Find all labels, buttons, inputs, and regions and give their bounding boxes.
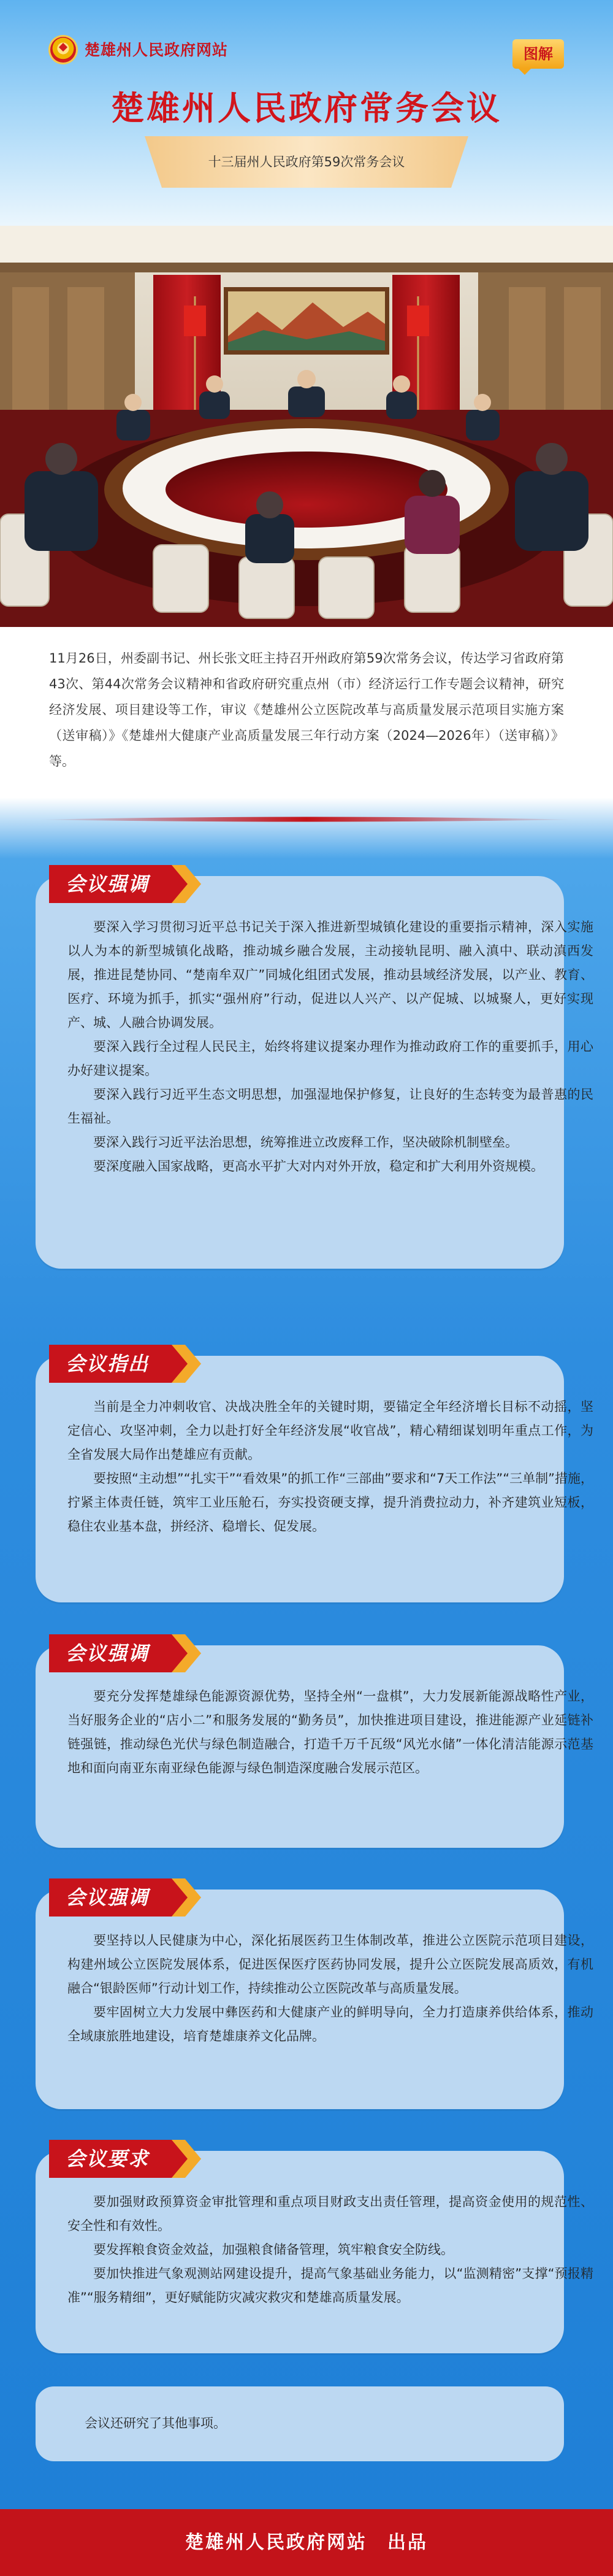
section-badge-label: 会议强调 — [65, 1642, 149, 1665]
section-paragraph: 要坚持以人民健康为中心，深化拓展医药卫生体制改革，推进公立医院示范项目建设，构建州域公立医院发展体系，促进医保医疗医药协同发展，提升公立医院发展高质效，有机融合“银龄医师”行动计划工作，持续推动公立医院改革与高质量发展。 — [67, 1933, 593, 1996]
section-paragraph: 要发挥粮食资金效益，加强粮食储备管理，筑牢粮食安全防线。 — [93, 2242, 454, 2257]
page-title: 楚雄州人民政府常务会议 — [111, 88, 502, 128]
section-badge — [49, 1345, 201, 1383]
section-paragraph: 要充分发挥楚雄绿色能源资源优势，坚持全州“一盘棋”，大力发展新能源战略性产业，当好服务企业的“店小二”和服务发展的“勤务员”，加快推进项目建设，推进能源产业延链补链强链，推动绿色光伏与绿色制造融合，打造千万千瓦级“风光水储”一体化清洁能源示范基地和面向南亚东南亚绿色能源与绿色制造深度融合发展示范区。 — [67, 1689, 593, 1775]
section-badge — [49, 865, 201, 903]
section-badge — [49, 1878, 201, 1917]
section-paragraph: 要加快推进气象观测站网建设提升，提高气象基础业务能力，以“监测精密”支撑“预报精准”“服务精细”，更好赋能防灾减灾救灾和楚雄高质量发展。 — [67, 2266, 593, 2305]
section-content — [67, 1929, 593, 2048]
section-badge-label: 会议要求 — [65, 2147, 149, 2170]
section-badge — [49, 2140, 201, 2178]
site-name[interactable]: 楚雄州人民政府网站 — [85, 41, 229, 59]
section-paragraph: 要深入践行全过程人民民主，始终将建议提案办理作为推动政府工作的重要抓手，用心办好建议提案。 — [67, 1039, 593, 1078]
section-emphasis-1 — [36, 872, 593, 1269]
closing-box — [36, 2386, 564, 2461]
section-content — [67, 2190, 593, 2310]
footer-bar — [0, 2509, 613, 2576]
section-paragraph: 要牢固树立大力发展中彝医药和大健康产业的鲜明导向，全力打造康养供给体系，推动全域康旅胜地建设，培育楚雄康养文化品牌。 — [67, 2005, 593, 2043]
section-content — [67, 1685, 593, 1780]
meeting-photo — [0, 226, 613, 627]
section-paragraph: 当前是全力冲刺收官、决战决胜全年的关键时期，要锚定全年经济增长目标不动摇，坚定信心、攻坚冲刺，全力以赴打好全年经济发展“收官战”，精心精细谋划明年重点工作，为全省发展大局作出楚雄应有贡献。 — [67, 1399, 593, 1462]
section-content — [67, 1395, 593, 1539]
section-emphasis-2 — [36, 1642, 593, 1848]
section-emphasis-3 — [36, 1886, 593, 2109]
section-paragraph: 要深入践行习近平法治思想，统筹推进立改废释工作，坚决破除机制壁垒。 — [93, 1135, 518, 1150]
section-points-out — [36, 1352, 593, 1602]
session-label: 十三届州人民政府第59次常务会议 — [208, 155, 405, 169]
section-paragraph: 要加强财政预算资金审批管理和重点项目财政支出责任管理，提高资金使用的规范性、安全性和有效性。 — [67, 2194, 593, 2233]
section-requirements — [36, 2147, 593, 2353]
section-paragraph: 要深入学习贯彻习近平总书记关于深入推进新型城镇化建设的重要指示精神，深入实施以人为本的新型城镇化战略，推动城乡融合发展，主动接轨昆明、融入滇中、联动滇西发展，推进昆楚协同、“楚南牟双广”同城化组团式发展，推动县域经济发展，以产业、教育、医疗、环境为抓手，抓实“强州府”行动，促进以人兴产、以产促城、以城聚人，更好实现产、城、人融合协调发展。 — [67, 920, 593, 1030]
intro-paragraph: 11月26日，州委副书记、州长张文旺主持召开州政府第59次常务会议，传达学习省政府第43次、第44次常务会议精神和省政府研究重点州（市）经济运行工作专题会议精神，研究经济发展、项目建设等工作，审议《楚雄州公立医院改革与高质量发展示范项目实施方案（送审稿）》《楚雄州大健康产业高质量发展三年行动方案（2024—2026年）（送审稿）》等。 — [49, 651, 564, 769]
infographic-tag: 图解 — [512, 39, 564, 69]
session-ribbon — [145, 136, 468, 191]
section-badge-label: 会议强调 — [65, 872, 149, 896]
section-badge-label: 会议指出 — [65, 1352, 149, 1375]
footer-credit: 楚雄州人民政府网站 出品 — [185, 2532, 428, 2553]
section-badge-label: 会议强调 — [65, 1886, 149, 1909]
section-badge — [49, 1634, 201, 1672]
meeting-room-icon — [0, 226, 613, 627]
section-content — [67, 915, 593, 1178]
section-paragraph: 要按照“主动想”“扎实干”“看效果”的抓工作“三部曲”要求和“7天工作法”“三单制”措施，拧紧主体责任链，筑牢工业压舱石，夯实投资硬支撑，提升消费拉动力，补齐建筑业短板，稳住农业基本盘，拼经济、稳增长、促发展。 — [67, 1471, 593, 1534]
section-paragraph: 要深度融入国家战略，更高水平扩大对内对外开放，稳定和扩大利用外资规模。 — [93, 1159, 544, 1174]
closing-text: 会议还研究了其他事项。 — [85, 2416, 226, 2431]
national-emblem-icon — [50, 37, 76, 63]
section-paragraph: 要深入践行习近平生态文明思想，加强湿地保护修复，让良好的生态转变为最普惠的民生福祉。 — [67, 1087, 593, 1126]
intro-divider — [0, 815, 613, 823]
